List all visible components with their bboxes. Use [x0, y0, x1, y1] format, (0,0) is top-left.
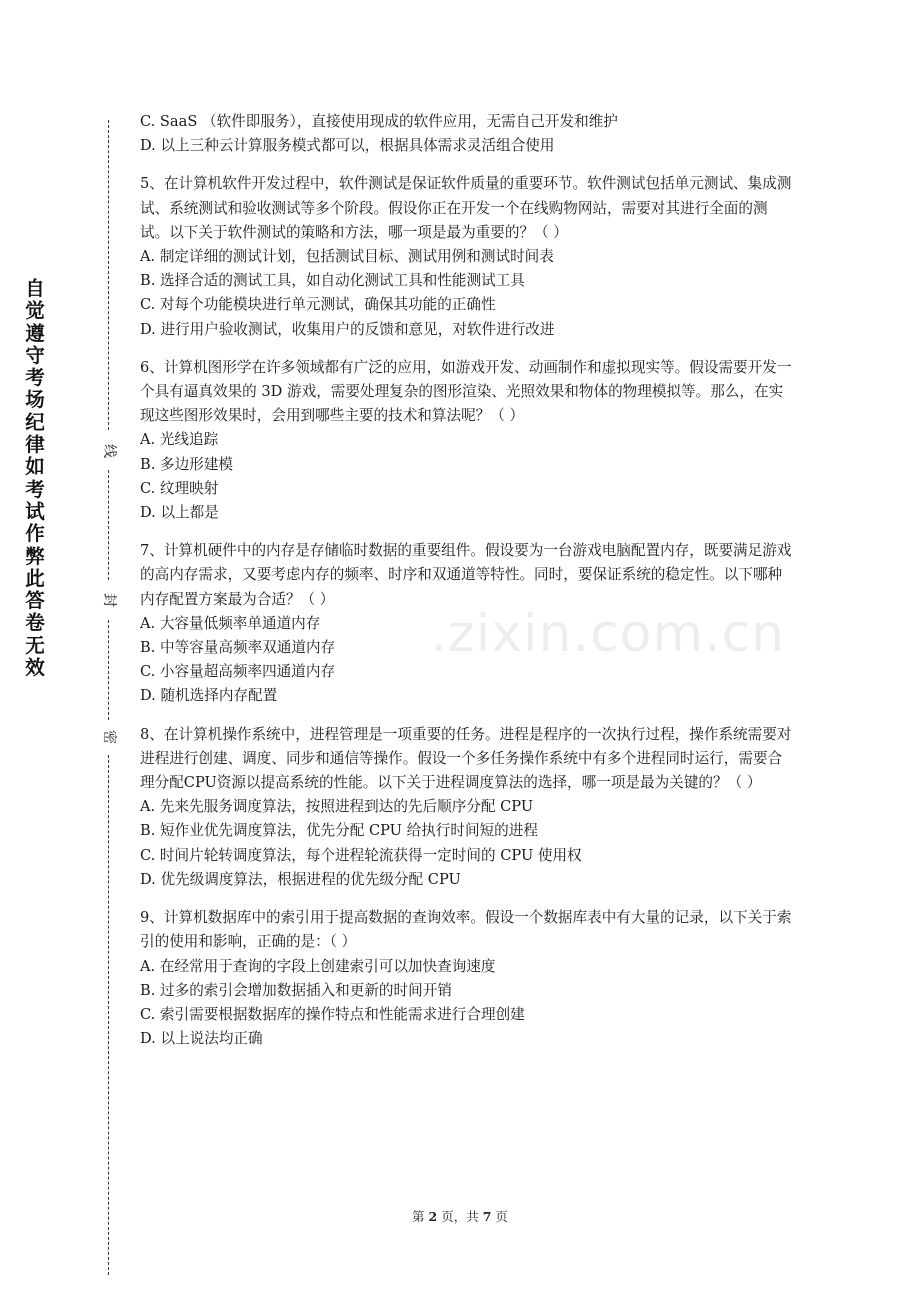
option-c: C. SaaS （软件即服务），直接使用现成的软件应用，无需自己开发和维护 [140, 113, 618, 130]
page-current: 2 [428, 1209, 438, 1224]
binding-mark-line: 线 [101, 444, 117, 458]
option-b: B. 中等容量高频率双通道内存 [140, 639, 336, 657]
question-8 [140, 723, 792, 892]
question-list [140, 110, 792, 1051]
option-d: D. 以上说法均正确 [140, 1030, 263, 1048]
page-footer [0, 1207, 920, 1225]
binding-dashed-line-bottom [108, 755, 109, 1275]
option-c: C. 纹理映射 [140, 479, 219, 497]
question-6 [140, 356, 792, 525]
page-suffix: 页 [495, 1209, 508, 1224]
option-a: A. 光线追踪 [140, 431, 219, 449]
question-9 [140, 906, 792, 1051]
question-4-continued [140, 110, 792, 158]
binding-mark-seal: 封 [101, 593, 117, 607]
watermark: .zixin.com.cn [430, 604, 786, 664]
binding-dashed-line-lower [108, 620, 109, 720]
question-stem: 6、计算机图形学在许多领域都有广泛的应用，如游戏开发、动画制作和虚拟现实等。假设需要开发一个具有逼真效果的 3D 游戏，需要处理复杂的图形渲染、光照效果和物体的物理模拟等。那么，在实现这些图形效果时，会用到哪些主要的技术和算法呢？（ ） [140, 358, 792, 425]
question-stem: 9、计算机数据库中的索引用于提高数据的查询效率。假设一个数据库表中有大量的记录，以下关于索引的使用和影响，正确的是：（ ） [140, 909, 792, 951]
option-a: A. 在经常用于查询的字段上创建索引可以加快查询速度 [140, 957, 496, 975]
option-d: D. 以上三种云计算服务模式都可以，根据具体需求灵活组合使用 [140, 137, 555, 155]
option-d: D. 以上都是 [140, 504, 219, 522]
option-c: C. 时间片轮转调度算法，每个进程轮流获得一定时间的 CPU 使用权 [140, 846, 582, 864]
question-stem: 5、在计算机软件开发过程中，软件测试是保证软件质量的重要环节。软件测试包括单元测试、集成测试、系统测试和验收测试等多个阶段。假设你正在开发一个在线购物网站，需要对其进行全面的测试。以下关于软件测试的策略和方法，哪一项是最为重要的？（ ） [140, 175, 792, 241]
option-d: D. 随机选择内存配置 [140, 687, 278, 705]
question-7 [140, 539, 792, 708]
option-a: A. 先来先服务调度算法，按照进程到达的先后顺序分配 CPU [140, 798, 534, 816]
option-b: B. 短作业优先调度算法，优先分配 CPU 给执行时间短的进程 [140, 822, 538, 840]
binding-mark-secret: 密 [101, 730, 117, 744]
page-middle: 页，共 [441, 1209, 479, 1224]
page-prefix: 第 [412, 1209, 425, 1224]
option-c: C. 小容量超高频率四通道内存 [140, 663, 336, 681]
page-total: 7 [482, 1209, 492, 1224]
option-c: C. 索引需要根据数据库的操作特点和性能需求进行合理创建 [140, 1005, 525, 1023]
option-b: B. 多边形建模 [140, 455, 233, 473]
exam-rules-notice: 自觉遵守考场纪律如考试作弊此答卷无效 [25, 277, 45, 680]
option-b: B. 选择合适的测试工具，如自动化测试工具和性能测试工具 [140, 272, 525, 290]
option-d: D. 进行用户验收测试，收集用户的反馈和意见，对软件进行改进 [140, 320, 555, 338]
option-d: D. 优先级调度算法，根据进程的优先级分配 CPU [140, 870, 461, 888]
binding-dashed-line-middle [108, 470, 109, 580]
question-stem: 7、计算机硬件中的内存是存储临时数据的重要组件。假设要为一台游戏电脑配置内存，既要满足游戏的高内存需求，又要考虑内存的频率、时序和双通道等特性。同时，要保证系统的稳定性。以下哪种内存配置方案最为合适？（ ） [140, 542, 792, 608]
question-stem: 8、在计算机操作系统中，进程管理是一项重要的任务。进程是程序的一次执行过程，操作系统需要对进程进行创建、调度、同步和通信等操作。假设一个多任务操作系统中有多个进程同时运行，需要合理分配CPU资源以提高系统的性能。以下关于进程调度算法的选择，哪一项是最为关键的？（ ） [140, 725, 792, 792]
option-a: A. 大容量低频率单通道内存 [140, 614, 321, 632]
option-c: C. 对每个功能模块进行单元测试，确保其功能的正确性 [140, 296, 496, 314]
question-5 [140, 172, 792, 341]
option-a: A. 制定详细的测试计划，包括测试目标、测试用例和测试时间表 [140, 248, 554, 266]
option-b: B. 过多的索引会增加数据插入和更新的时间开销 [140, 981, 452, 999]
binding-dashed-line-top [108, 120, 109, 430]
